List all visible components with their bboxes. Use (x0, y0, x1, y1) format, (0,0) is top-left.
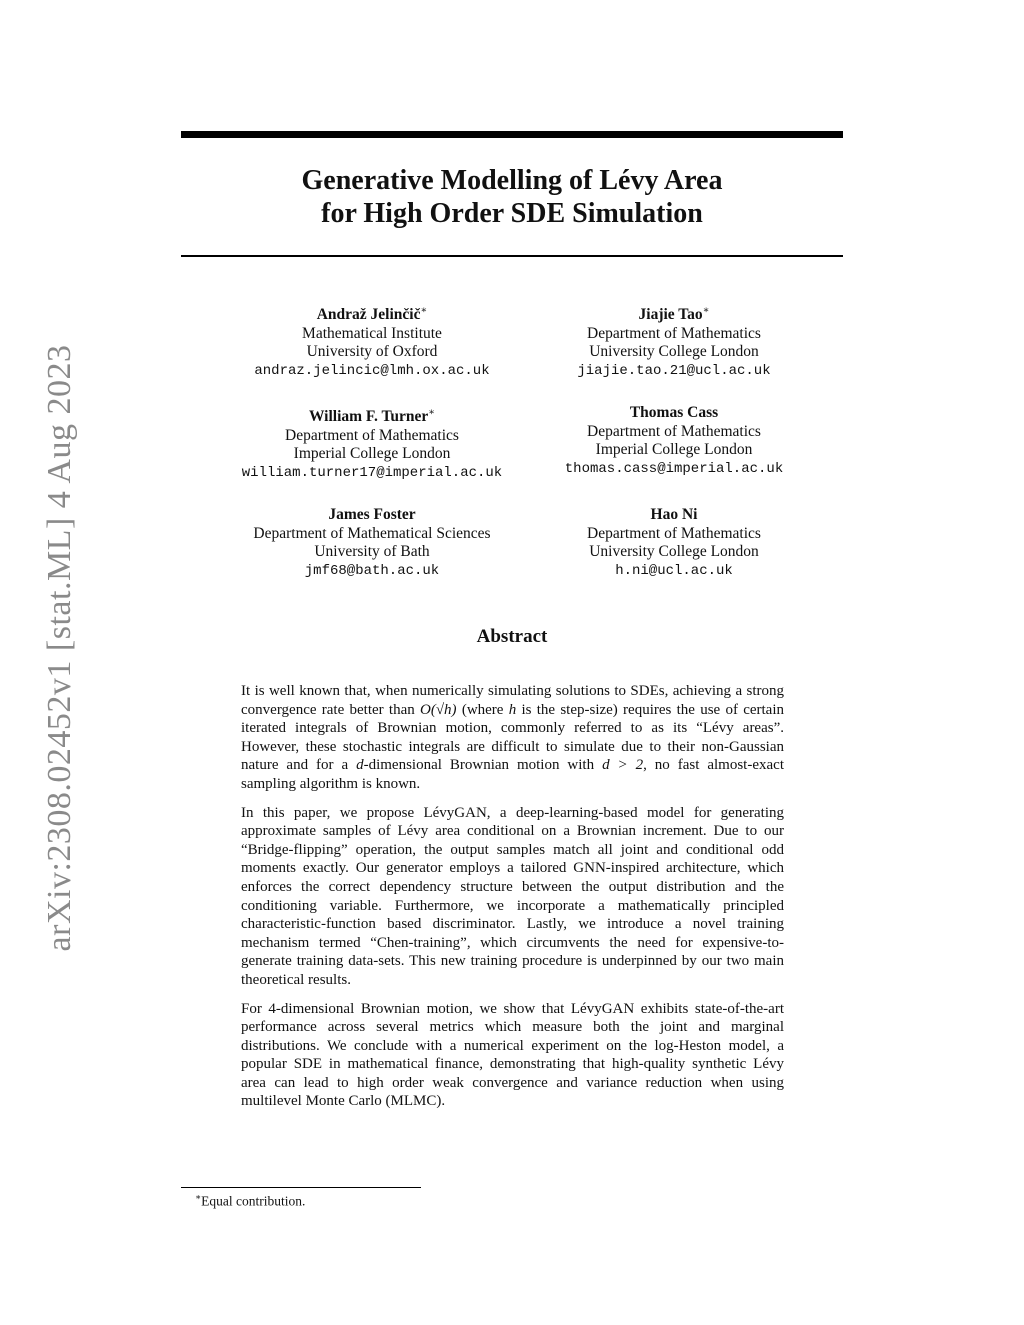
author-email[interactable]: jmf68@bath.ac.uk (304, 562, 440, 579)
author-institution: Imperial College London (595, 441, 753, 458)
author-card (207, 506, 537, 580)
title-line-1: Generative Modelling of Lévy Area (301, 165, 723, 196)
author-department: Department of Mathematics (587, 524, 761, 542)
author-name: William F. Turner (308, 408, 429, 426)
author-name: James Foster (328, 506, 416, 523)
author-department: Department of Mathematics (587, 422, 761, 440)
author-department: Department of Mathematics (587, 324, 761, 342)
footnote (195, 1192, 305, 1210)
math-expression: O(√h) (420, 701, 457, 718)
author-card (509, 404, 839, 478)
abstract-paragraph: For 4-dimensional Brownian motion, we show that LévyGAN exhibits state-of-the-art performance across several metrics which measure both the joint and marginal distributions. We conclude with a numerical experiment on the log-Heston model, a popular SDE in mathematical finance, demonstrating that high-quality synthetic Lévy area can lead to high order weak convergence and variance reduction when using multilevel Monte Carlo (MLMC). (241, 1000, 784, 1110)
abstract-paragraph: In this paper, we propose LévyGAN, a deep-learning-based model for generating approximate samples of Lévy area conditional on a Brownian increment. Due to our “Bridge-flipping” operation, the output samples match all joint and conditional odd moments exactly. Our generator employs a tailored GNN-inspired architecture, which enforces the correct dependency structure between the output distribution and the conditioning variable. Furthermore, we incorporate a mathematically principled characteristic-function based discriminator. Lastly, we introduce a novel training mechanism termed “Chen-training”, which circumvents the need for expensive-to-generate training data-sets. This new training procedure is underpinned by our two main theoretical results. (241, 804, 784, 988)
math-expression: h (508, 701, 517, 718)
title-top-rule (181, 131, 843, 138)
footnote-mark: ∗ (195, 1192, 202, 1202)
paper-title (181, 164, 843, 230)
author-department: Department of Mathematics (285, 426, 459, 444)
author-email[interactable]: thomas.cass@imperial.ac.uk (564, 460, 784, 477)
title-line-2: for High Order SDE Simulation (321, 198, 703, 229)
author-email[interactable]: andraz.jelincic@lmh.ox.ac.uk (254, 362, 490, 379)
author-name: Andraž Jelinčič (316, 306, 421, 324)
author-institution: University of Bath (314, 543, 430, 560)
author-institution: Imperial College London (293, 445, 451, 463)
arxiv-identifier: arXiv:2308.02452v1 [stat.ML] 4 Aug 2023 (41, 344, 78, 952)
author-card (207, 404, 537, 482)
equal-contribution-mark: ∗ (428, 407, 436, 418)
author-email[interactable]: h.ni@ucl.ac.uk (615, 562, 733, 579)
author-name: Hao Ni (650, 506, 698, 523)
author-card (207, 302, 537, 380)
abstract-heading: Abstract (476, 626, 548, 647)
author-name: Jiajie Tao (638, 306, 703, 324)
equal-contribution-mark: ∗ (420, 305, 428, 316)
author-department: Department of Mathematical Sciences (253, 524, 491, 542)
author-card (509, 302, 839, 380)
equal-contribution-mark: ∗ (702, 305, 710, 316)
math-expression: d (356, 757, 364, 774)
author-institution: University of Oxford (306, 343, 438, 361)
author-institution: University College London (589, 543, 759, 560)
abstract-body (241, 682, 784, 1121)
title-bottom-rule (181, 255, 843, 257)
abstract-paragraph: It is well known that, when numerically simulating solutions to SDEs, achieving a strong convergence rate better than O(√h) (where h is the step-size) requires the use of certain iterated integrals of Brownian motion, commonly referred to as its “Lévy areas”. However, these stochastic integrals are difficult to simulate due to their non-Gaussian nature and for a d-dimensional Brownian motion with d > 2, no fast almost-exact sampling algorithm is known. (241, 683, 785, 792)
author-card (509, 506, 839, 580)
author-name: Thomas Cass (629, 404, 719, 421)
author-department: Mathematical Institute (302, 324, 442, 342)
math-expression: d > 2 (602, 757, 644, 774)
author-email[interactable]: jiajie.tao.21@ucl.ac.uk (577, 362, 771, 379)
author-email[interactable]: william.turner17@imperial.ac.uk (241, 464, 503, 481)
author-institution: University College London (589, 343, 759, 361)
footnote-rule (181, 1187, 421, 1188)
footnote-text: Equal contribution. (201, 1193, 306, 1209)
